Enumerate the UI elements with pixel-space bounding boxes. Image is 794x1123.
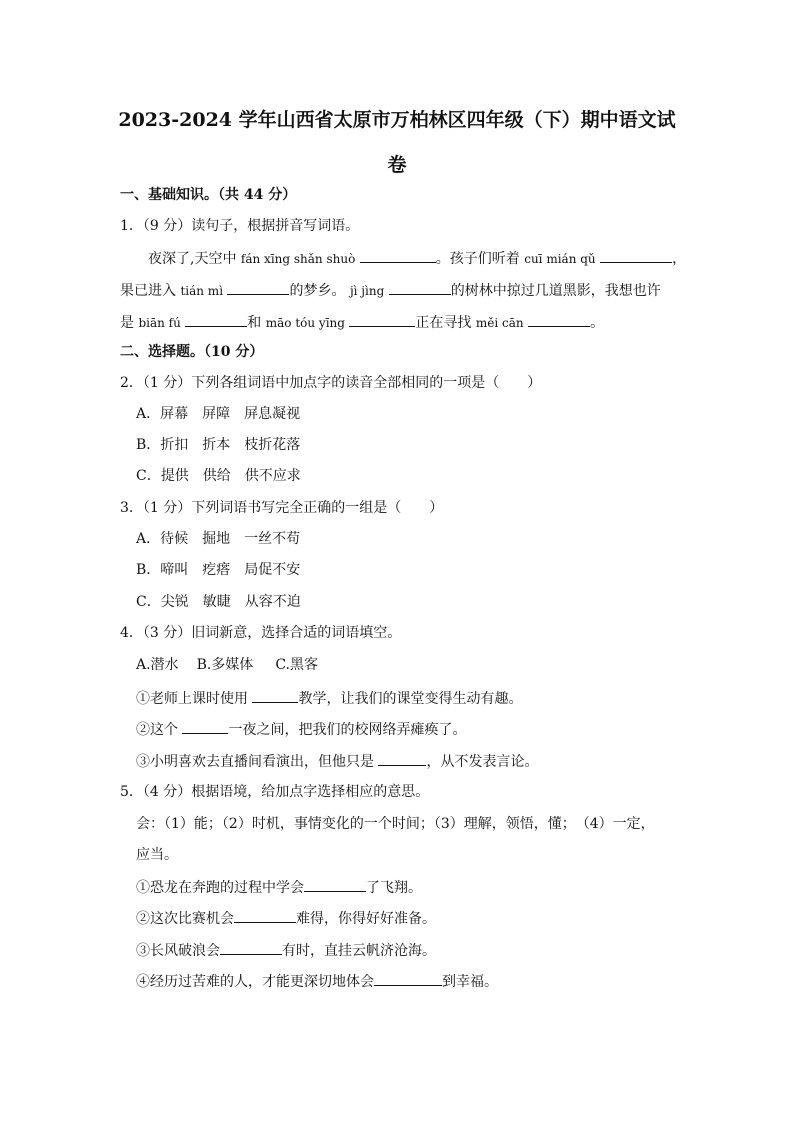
option-word: 一丝不苟 xyxy=(244,531,301,547)
option-word: 局促不安 xyxy=(244,562,301,578)
option-word: 供不应求 xyxy=(244,468,301,484)
option-word: 折本 xyxy=(202,437,231,453)
section-1-heading: 一、基础知识。（共 44 分） xyxy=(120,187,297,203)
exam-title-line-2: 卷 xyxy=(387,154,407,176)
option-word: 啼叫 xyxy=(160,562,189,578)
answer-blank[interactable] xyxy=(182,719,228,734)
choice-label: C.黑客 xyxy=(275,657,318,673)
q5-sentence-2 xyxy=(136,908,436,929)
q1-text: 是 xyxy=(120,315,139,331)
q2-stem: 2．（1 分）下列各组词语中加点字的读音全部相同的一项是（ ） xyxy=(120,375,542,391)
q1-text: 果已进入 xyxy=(120,283,181,299)
q3-stem: 3．（1 分）下列词语书写完全正确的一组是（ ） xyxy=(120,500,444,516)
answer-blank[interactable] xyxy=(185,312,247,327)
q1-text: ， xyxy=(672,251,687,267)
q5-sentence-1 xyxy=(136,877,422,898)
answer-blank[interactable] xyxy=(220,940,282,955)
q5-meanings-line-2: 应当。 xyxy=(136,847,178,863)
pinyin-prompt: tián mì xyxy=(180,284,224,298)
option-word: 供给 xyxy=(202,468,231,484)
choice-label: B.多媒体 xyxy=(196,657,254,673)
q4-stem: 4．（3 分）旧词新意，选择合适的词语填空。 xyxy=(120,625,402,641)
option-word: 疙瘩 xyxy=(202,562,231,578)
sentence-text: ①恐龙在奔跑的过程中学会 xyxy=(136,880,304,896)
choice-label: A.潜水 xyxy=(136,657,179,673)
answer-blank[interactable] xyxy=(374,971,442,986)
q5-stem: 5．（4 分）根据语境，给加点字选择相应的意思。 xyxy=(120,784,430,800)
option-word: 掘地 xyxy=(202,531,231,547)
exam-title xyxy=(110,98,684,188)
option-word: 枝折花落 xyxy=(244,437,301,453)
option-letter: B． xyxy=(136,562,161,578)
exam-title-line-1: 2023-2024 学年山西省太原市万柏林区四年级（下）期中语文试 xyxy=(118,109,676,131)
q1-text: 夜深了,天空中 xyxy=(148,251,241,267)
sentence-text: ④经历过苦难的人，才能更深切地体会 xyxy=(136,974,374,990)
q1-text: 和 xyxy=(247,315,266,331)
q4-choices xyxy=(136,655,318,675)
q1-line-2 xyxy=(120,280,661,301)
q4-sentence-3 xyxy=(136,751,538,772)
option-word: 敏睫 xyxy=(202,594,231,610)
answer-blank[interactable] xyxy=(389,280,451,295)
q3-option-c[interactable] xyxy=(136,592,301,612)
sentence-text: ③长风破浪会 xyxy=(136,943,220,959)
sentence-text: 到幸福。 xyxy=(442,974,498,990)
q2-option-b[interactable] xyxy=(136,435,300,455)
sentence-text: ②这次比赛机会 xyxy=(136,911,234,927)
q1-line-1 xyxy=(148,248,686,269)
sentence-text: 有时，直挂云帆济沧海。 xyxy=(282,943,436,959)
option-letter: C． xyxy=(136,468,161,484)
sentence-text: 难得，你得好好准备。 xyxy=(296,911,436,927)
option-word: 提供 xyxy=(160,468,189,484)
q5-sentence-3 xyxy=(136,940,436,961)
pinyin-prompt: māo tóu yīng xyxy=(265,316,345,330)
answer-blank[interactable] xyxy=(304,877,366,892)
q5-sentence-4 xyxy=(136,971,498,992)
q1-line-3 xyxy=(120,312,604,333)
q3-option-b[interactable] xyxy=(136,560,300,580)
option-letter: B． xyxy=(136,437,161,453)
answer-blank[interactable] xyxy=(600,248,672,263)
q1-text: 正在寻找 xyxy=(415,315,476,331)
pinyin-prompt: jì jìng xyxy=(349,284,385,298)
option-word: 折扣 xyxy=(160,437,189,453)
sentence-text: 了飞翔。 xyxy=(366,880,422,896)
answer-blank[interactable] xyxy=(227,280,289,295)
option-word: 屏障 xyxy=(202,406,231,422)
option-letter: A． xyxy=(136,406,161,422)
option-word: 尖锐 xyxy=(160,594,189,610)
q5-meanings-line-1: 会：（1）能；（2）时机，事情变化的一个时间；（3）理解，领悟，懂； （4）一定， xyxy=(136,816,655,832)
option-word: 屏息凝视 xyxy=(244,406,301,422)
option-word: 屏幕 xyxy=(160,406,189,422)
q1-text: 。 xyxy=(590,315,605,331)
sentence-text: ，从不发表言论。 xyxy=(426,754,539,770)
option-letter: A． xyxy=(136,531,161,547)
option-word: 待候 xyxy=(160,531,189,547)
answer-blank[interactable] xyxy=(349,312,415,327)
q1-text: 的梦乡。 xyxy=(289,283,346,299)
answer-blank[interactable] xyxy=(252,688,298,703)
q4-sentence-1 xyxy=(136,688,522,709)
sentence-text: ②这个 xyxy=(136,722,183,738)
pinyin-prompt: biān fú xyxy=(138,316,181,330)
option-word: 从容不迫 xyxy=(244,594,301,610)
q2-option-c[interactable] xyxy=(136,466,301,486)
q1-text: 的树林中掠过几道黑影，我想也许 xyxy=(450,283,661,299)
sentence-text: 一夜之间，把我们的校网络弄瘫痪了。 xyxy=(228,722,467,738)
pinyin-prompt: cuī mián qǔ xyxy=(524,252,596,266)
q3-option-a[interactable] xyxy=(136,529,300,549)
answer-blank[interactable] xyxy=(528,312,590,327)
q4-sentence-2 xyxy=(136,719,466,740)
q2-option-a[interactable] xyxy=(136,404,300,424)
section-2-heading: 二、选择题。（10 分） xyxy=(120,344,264,360)
sentence-text: ①老师上课时使用 xyxy=(136,691,253,707)
sentence-text: 教学，让我们的课堂变得生动有趣。 xyxy=(298,691,523,707)
answer-blank[interactable] xyxy=(378,751,426,766)
sentence-text: ③小明喜欢去直播间看演出，但他只是 xyxy=(136,754,379,770)
q1-stem: 1．（9 分）读句子，根据拼音写词语。 xyxy=(120,218,360,234)
answer-blank[interactable] xyxy=(234,908,296,923)
q1-text: 。孩子们听着 xyxy=(435,251,525,267)
answer-blank[interactable] xyxy=(360,248,436,263)
pinyin-prompt: měi cān xyxy=(475,316,524,330)
option-letter: C． xyxy=(136,594,161,610)
pinyin-prompt: fán xīng shǎn shuò xyxy=(240,252,356,266)
